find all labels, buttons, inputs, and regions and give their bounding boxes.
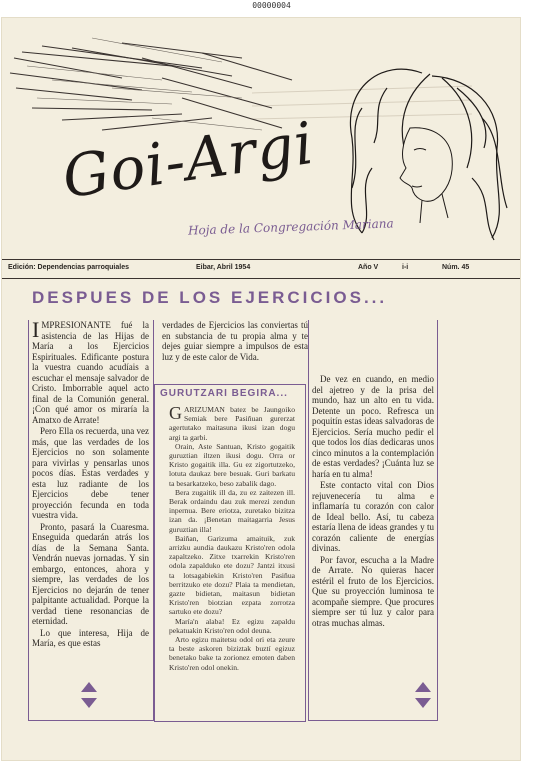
year-label: Año V xyxy=(358,264,379,271)
article-paragraph: verdades de Ejercicios las conviertas tú en substancia de tu propia alma y te dejes guiar siempre a impulsos de esta luz y de este calor de Vida. xyxy=(162,320,308,362)
article-paragraph: Pero Ella os recuerda, una vez más, que las verdades de los Ejercicios no son solamente para vivirlas y pensarlas unos pocos días. Estas verdades y esta luz radiante de los Ejercicios debe tener proyección fecunda en toda vuestra vida. xyxy=(32,426,149,520)
place-date: Eibar, Abril 1954 xyxy=(196,264,251,271)
sidebar-article-text xyxy=(169,405,295,727)
article-paragraph: Pronto, pasará la Cuaresma. Enseguida quedarán atrás los días de la Semana Santa. Vendrán nuevas jornadas. Y sin embargo, entonces, ahora y siempre, las verdades de los Ejercicios no dejarán de tener palpitante actualidad. Porque la verdad tiene resonancias de eternidad. xyxy=(32,521,149,626)
sidebar-paragraph: GARIZUMAN batez be Jaungoiko Semiak bere Pasiñuan gurerzat agertutako maitasuna ikusi izan dogu argi ta garbi. xyxy=(169,405,295,442)
page-number: 00000004 xyxy=(252,1,291,10)
article-paragraph: Este contacto vital con Dios rejuvenecería tu alma e inflamaría tu corazón con calor de Ideal bello. Así, tu cabeza estaría llena de ideas grandes y tu corazón caliente de energías divinas. xyxy=(312,480,434,553)
separator-mark: i-i xyxy=(402,264,409,271)
drop-cap: I xyxy=(32,320,40,342)
diamond-ornament-right xyxy=(415,682,431,708)
masthead-title: Goi-Argi xyxy=(58,108,319,212)
article-paragraph: Por favor, escucha a la Madre de Arrate. No quieras hacer estéril el fruto de los Ejercicios. Que su proyección luminosa te acompañe siempre. Que procures siempre ser tú luz y calor para otras muchas almas. xyxy=(312,554,434,628)
article-column-2 xyxy=(162,320,308,372)
article-paragraph: IMPRESIONANTE fué la asistencia de las Hijas de María a los Ejercicios Espirituales. Edificante postura la vuestra cuando acudíais a escuchar el mensaje salvador de Cristo. Imborrable aquel acto final de la Comunión general. ¡Con qué amor os miraría la Amatxo de Arrate! xyxy=(32,320,149,425)
article-paragraph: Lo que interesa, Hija de María, es que estas xyxy=(32,627,149,648)
newsletter-page xyxy=(2,18,520,760)
column-3-frame xyxy=(308,320,438,721)
article-headline: DESPUES DE LOS EJERCICIOS... xyxy=(32,288,388,307)
edition-label: Edición: Dependencias parroquiales xyxy=(8,264,129,271)
drop-cap: G xyxy=(169,405,182,423)
masthead xyxy=(2,18,520,258)
issue-number: Núm. 45 xyxy=(442,264,470,271)
sidebar-paragraph: Baiñan, Garizuma amaituik, zuk arrizku aundia daukazu Kristo'ren odola zapaltzeko. Zitxe txarrekin Kristo'ren odola zapalduko ete dozu? Jantzi itxusi ta lotsagabiekin Kristo'ren Pasiñua berritzuko ete dozu? Plaia ta mendietan, gazte bidietan, maitasun bidietan Kristo'ren biotzian ezpata zorrotza sartuko ete dozu? xyxy=(169,533,295,617)
sidebar-paragraph: María'n alaba! Ez egizu zapaldu pekatuakin Kristo'ren odol deuna. xyxy=(169,616,295,635)
sidebar-title: GURUTZARI BEGIRA... xyxy=(160,388,288,399)
column-1-frame xyxy=(28,320,154,721)
sidebar-paragraph: Bera zugaitik ill da, zu ez zaitezen ill. Berak ordaindu dau zuk merezi zendun inpernua. Bere eriotza, zuretako bizitza izan da. ¡Benetan maitagarria Jesus guruztian illa! xyxy=(169,487,295,534)
issue-info-bar xyxy=(2,259,520,279)
sidebar-paragraph: Orain, Aste Santuan, Kristo gogaitik guruztian iltzen ikusi dogu. Orra or Kristo gogaitik illa. Gu ez zigortutzeko, lotuta daukaz bere besuak. Guri barkatu ta besarkatzeko, beso zabalik dago. xyxy=(169,441,295,488)
article-paragraph: De vez en cuando, en medio del ajetreo y de la prisa del mundo, haz un alto en tu vida. Detente un poco. Refresca un poquitín estas ideas salvadoras de Ejercicios. Sería mucho pedir el que todos los días dedicaras unos cinco minutos a la contemplación de estas verdades? ¡Cuánta luz se haría en tu alma! xyxy=(312,374,434,479)
masthead-subtitle: Hoja de la Congregación Mariana xyxy=(187,216,394,238)
sidebar-paragraph: Arto egizu maitetsu odol ori eta zeure ta beste askoren biziztak buztí egizuz benetako bake ta zorionez emoten daben Kristo'ren odol onekin. xyxy=(169,635,295,672)
diamond-ornament-left xyxy=(81,682,97,708)
